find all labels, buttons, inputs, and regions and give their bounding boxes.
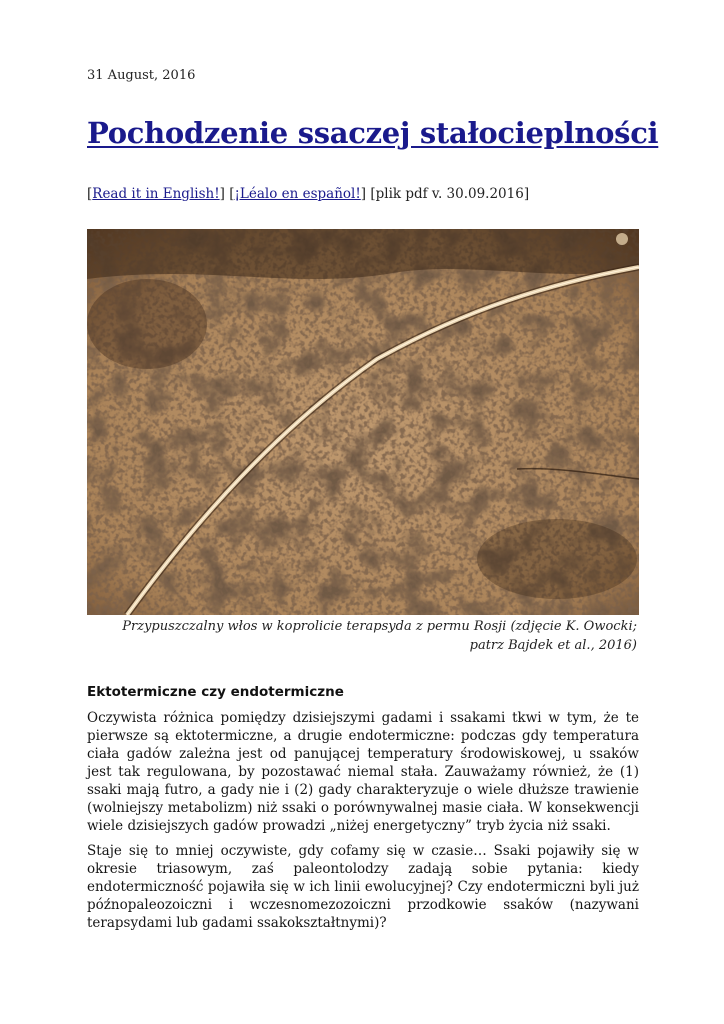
paragraph-evolution-question: Staje się to mniej oczywiste, gdy cofamy się w czasie… Ssaki pojawiły się w okresie triasowym, zaś paleontolodzy zadają sobie pytania: kiedy endotermiczność pojawiła się w ich linii ewolucyjnej? Czy endotermiczni byli już późnopaleozoiczni i wczesnomezozoiczni przodkowie ssaków (nazywani terapsydami lub gadami ssakokształtnymi)? — [87, 843, 639, 931]
post-date: 31 August, 2016 — [87, 68, 196, 83]
bracket-open: [ — [87, 186, 93, 202]
language-links — [87, 186, 529, 202]
image-caption: Przypuszczalny włos w koprolicie terapsyda z permu Rosji (zdjęcie K. Owocki; patrz Bajdek et al., 2016) — [122, 619, 637, 653]
section-heading: Ektotermiczne czy endotermiczne — [87, 684, 344, 700]
page-title[interactable]: Pochodzenie ssaczej stałocieplności — [87, 116, 659, 150]
english-version-link[interactable]: Read it in English! — [92, 186, 220, 202]
link-separator: ] [ — [219, 186, 235, 202]
paragraph-ectothermy: Oczywista różnica pomiędzy dzisiejszymi gadami i ssakami tkwi w tym, że te pierwsze są ektotermiczne, a drugie endotermiczne: podczas gdy temperatura ciała gadów zależna jest od panującej temperatury środowiskowej, u ssaków jest tak regulowana, by pozostawać niemal stała. Zauważamy również, że (1) ssaki mają futro, a gady nie i (2) gady charakteryzuje o wiele dłuższe trawienie (wolniejszy metabolizm) niż ssaki o porównywalnej masie ciała. W konsekwencji wiele dzisiejszych gadów prowadzi „niżej energetyczny” tryb życia niż ssaki. — [87, 710, 639, 834]
pdf-version-note: ] [plik pdf v. 30.09.2016] — [360, 186, 530, 202]
spanish-version-link[interactable]: ¡Léalo en español! — [234, 186, 361, 202]
coprolite-hair-photo — [87, 229, 639, 615]
